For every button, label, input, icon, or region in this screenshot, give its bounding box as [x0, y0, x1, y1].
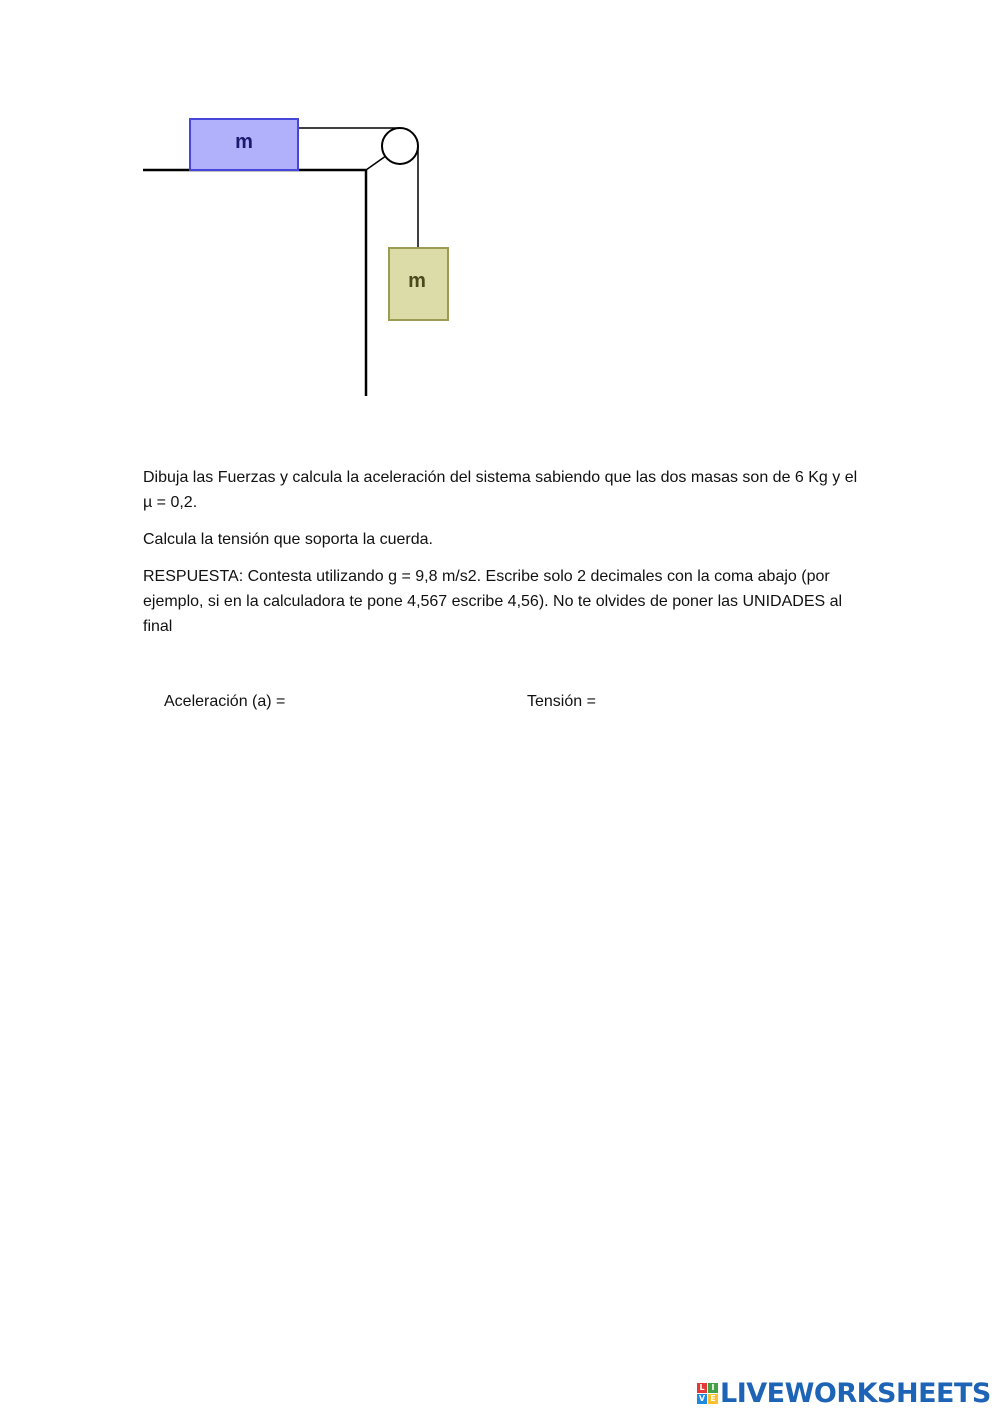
logo-mark-letter: I — [708, 1383, 718, 1393]
acceleration-answer-field[interactable] — [294, 689, 502, 713]
physics-diagram — [0, 0, 520, 420]
logo-mark-letter: V — [698, 1393, 706, 1403]
tension-answer-field[interactable] — [604, 689, 832, 713]
tension-question: Calcula la tensión que soporta la cuerda. — [143, 531, 433, 548]
liveworksheets-logo — [697, 1376, 991, 1410]
logo-mark-icon — [697, 1383, 718, 1404]
acceleration-label: Aceleración (a) = — [164, 693, 286, 710]
tension-label: Tensión = — [527, 693, 596, 710]
mass-label-table: m — [235, 131, 253, 153]
logo-mark-letter: L — [697, 1383, 707, 1393]
logo-text: LIVEWORKSHEETS — [720, 1377, 991, 1409]
problem-statement: Dibuja las Fuerzas y calcula la aceleración del sistema sabiendo que las dos masas son de 6 Kg y el µ = 0,2. — [143, 469, 858, 511]
logo-mark-letter: E — [708, 1394, 718, 1404]
pulley — [382, 128, 418, 164]
answer-instructions: RESPUESTA: Contesta utilizando g = 9,8 m/s2. Escribe solo 2 decimales con la coma abajo (por ejemplo, si en la calculadora te pone 4,567 escribe 4,56). No te olvides de poner las UNIDADES al final — [143, 568, 843, 635]
mass-label-hanging: m — [408, 270, 426, 292]
